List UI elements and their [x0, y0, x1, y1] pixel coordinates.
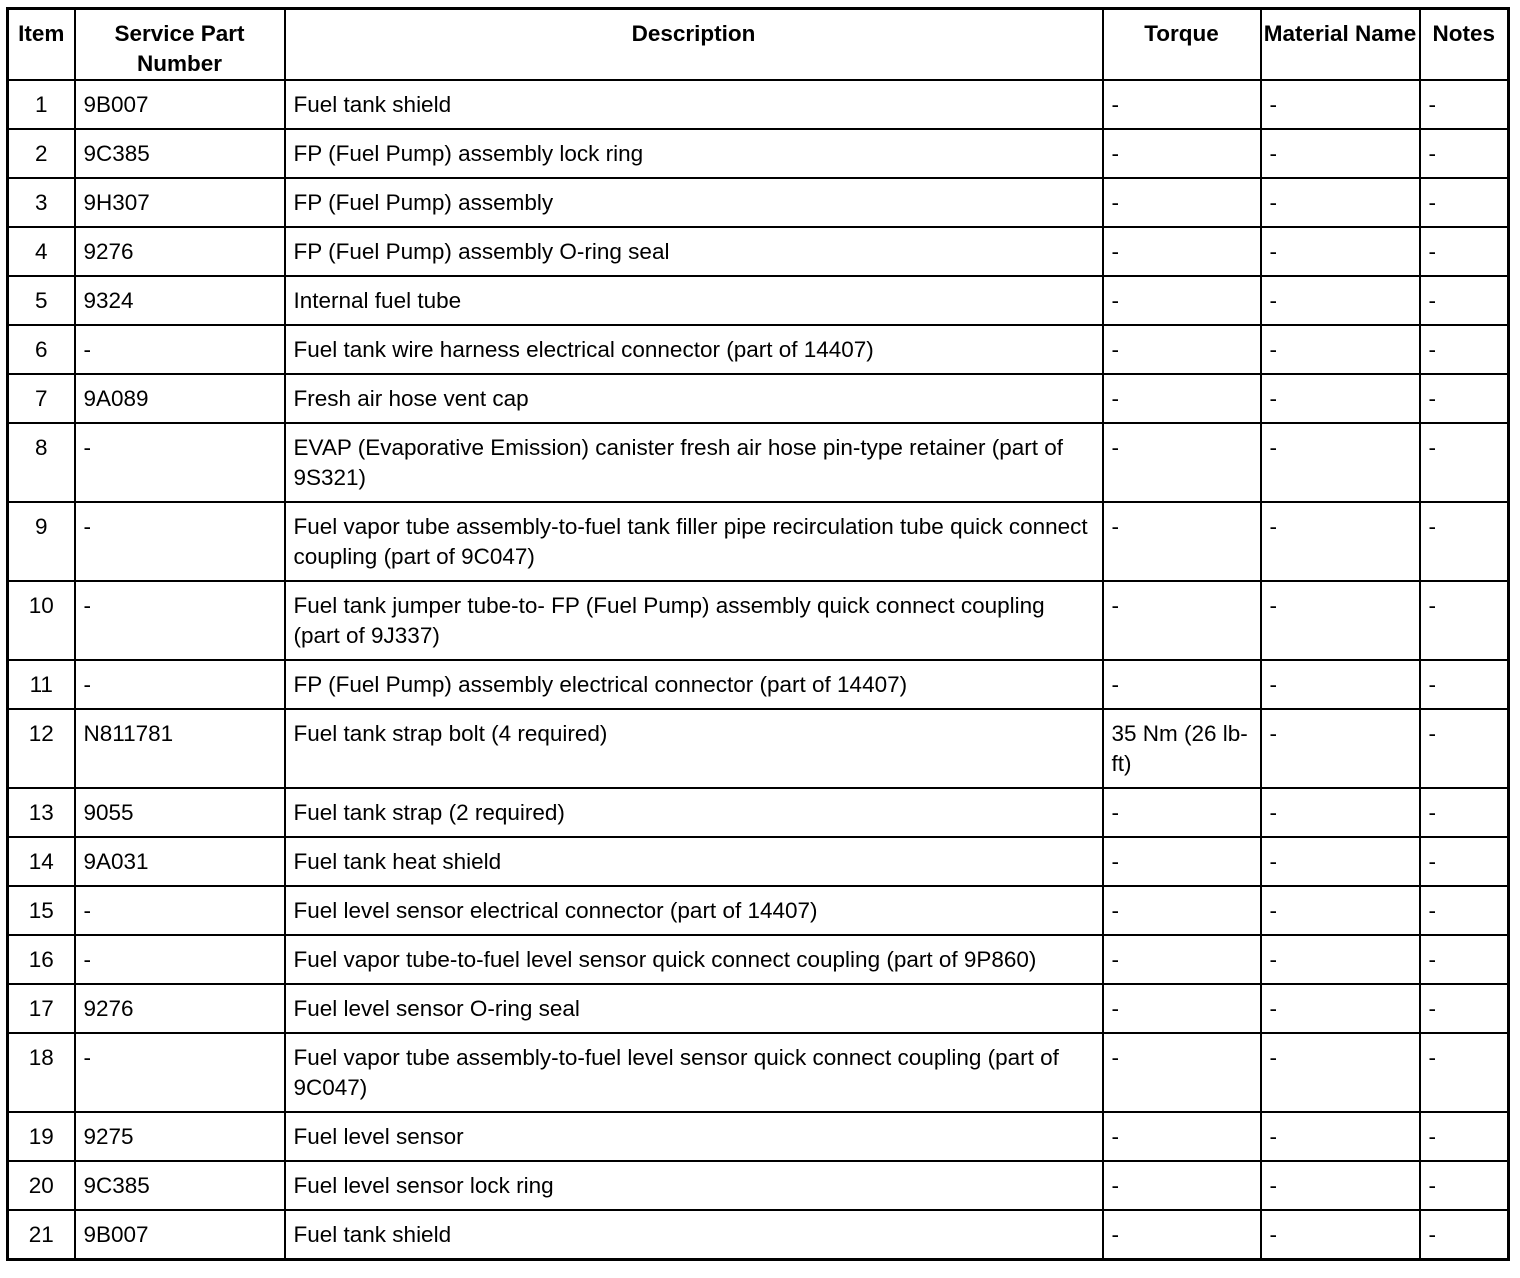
- cell-material-name: -: [1261, 276, 1420, 325]
- cell-notes: -: [1420, 1112, 1509, 1161]
- cell-material-name: -: [1261, 837, 1420, 886]
- cell-torque: -: [1103, 1210, 1261, 1260]
- cell-material-name: -: [1261, 374, 1420, 423]
- cell-part-number: 9A089: [75, 374, 285, 423]
- cell-item: 8: [8, 423, 75, 502]
- table-row: [8, 80, 1509, 129]
- cell-torque: -: [1103, 1112, 1261, 1161]
- cell-material-name: -: [1261, 80, 1420, 129]
- cell-item: 7: [8, 374, 75, 423]
- cell-description: Fuel tank strap bolt (4 required): [285, 709, 1103, 788]
- cell-description: Internal fuel tube: [285, 276, 1103, 325]
- cell-description: Fuel tank heat shield: [285, 837, 1103, 886]
- cell-item: 19: [8, 1112, 75, 1161]
- cell-description: Fresh air hose vent cap: [285, 374, 1103, 423]
- table-row: [8, 788, 1509, 837]
- cell-material-name: -: [1261, 1033, 1420, 1112]
- cell-description: Fuel vapor tube-to-fuel level sensor quick connect coupling (part of 9P860): [285, 935, 1103, 984]
- cell-description: Fuel level sensor electrical connector (part of 14407): [285, 886, 1103, 935]
- cell-part-number: -: [75, 935, 285, 984]
- cell-description: Fuel vapor tube assembly-to-fuel tank filler pipe recirculation tube quick connect coupling (part of 9C047): [285, 502, 1103, 581]
- table-row: [8, 1112, 1509, 1161]
- cell-item: 9: [8, 502, 75, 581]
- table-row: [8, 374, 1509, 423]
- cell-part-number: 9276: [75, 984, 285, 1033]
- cell-description: EVAP (Evaporative Emission) canister fresh air hose pin-type retainer (part of 9S321): [285, 423, 1103, 502]
- cell-item: 15: [8, 886, 75, 935]
- cell-notes: -: [1420, 374, 1509, 423]
- table-row: [8, 984, 1509, 1033]
- cell-part-number: -: [75, 325, 285, 374]
- cell-part-number: N811781: [75, 709, 285, 788]
- cell-torque: -: [1103, 1161, 1261, 1210]
- cell-item: 10: [8, 581, 75, 660]
- cell-notes: -: [1420, 1210, 1509, 1260]
- cell-torque: -: [1103, 502, 1261, 581]
- cell-item: 6: [8, 325, 75, 374]
- cell-material-name: -: [1261, 1161, 1420, 1210]
- cell-torque: -: [1103, 886, 1261, 935]
- cell-material-name: -: [1261, 935, 1420, 984]
- cell-item: 5: [8, 276, 75, 325]
- cell-item: 2: [8, 129, 75, 178]
- cell-material-name: -: [1261, 129, 1420, 178]
- cell-notes: -: [1420, 984, 1509, 1033]
- cell-torque: -: [1103, 276, 1261, 325]
- cell-torque: -: [1103, 80, 1261, 129]
- cell-material-name: -: [1261, 423, 1420, 502]
- header-item: Item: [8, 9, 75, 81]
- cell-description: FP (Fuel Pump) assembly lock ring: [285, 129, 1103, 178]
- cell-notes: -: [1420, 788, 1509, 837]
- table-row: [8, 276, 1509, 325]
- cell-material-name: -: [1261, 325, 1420, 374]
- cell-torque: -: [1103, 935, 1261, 984]
- cell-torque: -: [1103, 984, 1261, 1033]
- cell-torque: -: [1103, 129, 1261, 178]
- cell-part-number: -: [75, 886, 285, 935]
- cell-part-number: -: [75, 502, 285, 581]
- cell-part-number: -: [75, 581, 285, 660]
- header-part-number: Service Part Number: [75, 9, 285, 81]
- cell-notes: -: [1420, 709, 1509, 788]
- cell-material-name: -: [1261, 984, 1420, 1033]
- cell-item: 14: [8, 837, 75, 886]
- cell-notes: -: [1420, 129, 1509, 178]
- table-row: [8, 581, 1509, 660]
- cell-torque: -: [1103, 178, 1261, 227]
- cell-notes: -: [1420, 1033, 1509, 1112]
- cell-item: 21: [8, 1210, 75, 1260]
- cell-material-name: -: [1261, 227, 1420, 276]
- cell-part-number: -: [75, 660, 285, 709]
- cell-item: 3: [8, 178, 75, 227]
- cell-part-number: 9276: [75, 227, 285, 276]
- cell-description: Fuel tank wire harness electrical connector (part of 14407): [285, 325, 1103, 374]
- cell-part-number: 9C385: [75, 129, 285, 178]
- cell-material-name: -: [1261, 178, 1420, 227]
- header-row: [8, 9, 1509, 81]
- cell-notes: -: [1420, 935, 1509, 984]
- cell-item: 1: [8, 80, 75, 129]
- cell-part-number: 9H307: [75, 178, 285, 227]
- cell-material-name: -: [1261, 1210, 1420, 1260]
- cell-notes: -: [1420, 886, 1509, 935]
- table-row: [8, 1033, 1509, 1112]
- table-body: [8, 80, 1509, 1260]
- cell-torque: -: [1103, 227, 1261, 276]
- cell-description: Fuel tank shield: [285, 1210, 1103, 1260]
- table-row: [8, 423, 1509, 502]
- cell-item: 13: [8, 788, 75, 837]
- header-notes: Notes: [1420, 9, 1509, 81]
- cell-part-number: -: [75, 423, 285, 502]
- cell-material-name: -: [1261, 660, 1420, 709]
- cell-torque: -: [1103, 660, 1261, 709]
- cell-part-number: -: [75, 1033, 285, 1112]
- cell-description: Fuel tank strap (2 required): [285, 788, 1103, 837]
- cell-description: Fuel tank shield: [285, 80, 1103, 129]
- cell-item: 12: [8, 709, 75, 788]
- cell-description: Fuel level sensor O-ring seal: [285, 984, 1103, 1033]
- cell-part-number: 9B007: [75, 80, 285, 129]
- table-row: [8, 660, 1509, 709]
- cell-notes: -: [1420, 80, 1509, 129]
- header-description: Description: [285, 9, 1103, 81]
- cell-item: 11: [8, 660, 75, 709]
- cell-part-number: 9A031: [75, 837, 285, 886]
- cell-description: Fuel vapor tube assembly-to-fuel level sensor quick connect coupling (part of 9C047): [285, 1033, 1103, 1112]
- cell-torque: -: [1103, 837, 1261, 886]
- cell-material-name: -: [1261, 1112, 1420, 1161]
- cell-notes: -: [1420, 178, 1509, 227]
- cell-description: Fuel level sensor lock ring: [285, 1161, 1103, 1210]
- cell-part-number: 9324: [75, 276, 285, 325]
- cell-torque: -: [1103, 423, 1261, 502]
- cell-description: Fuel tank jumper tube-to- FP (Fuel Pump) assembly quick connect coupling (part of 9J337): [285, 581, 1103, 660]
- cell-torque: -: [1103, 788, 1261, 837]
- cell-notes: -: [1420, 837, 1509, 886]
- table-row: [8, 886, 1509, 935]
- cell-torque: -: [1103, 325, 1261, 374]
- cell-item: 18: [8, 1033, 75, 1112]
- parts-table: [6, 7, 1510, 1261]
- table-row: [8, 1210, 1509, 1260]
- table-row: [8, 129, 1509, 178]
- table-row: [8, 502, 1509, 581]
- cell-item: 17: [8, 984, 75, 1033]
- table-row: [8, 325, 1509, 374]
- cell-torque: -: [1103, 374, 1261, 423]
- cell-notes: -: [1420, 1161, 1509, 1210]
- cell-notes: -: [1420, 581, 1509, 660]
- cell-notes: -: [1420, 660, 1509, 709]
- cell-notes: -: [1420, 227, 1509, 276]
- table-row: [8, 178, 1509, 227]
- cell-item: 20: [8, 1161, 75, 1210]
- cell-material-name: -: [1261, 788, 1420, 837]
- cell-material-name: -: [1261, 581, 1420, 660]
- cell-item: 4: [8, 227, 75, 276]
- cell-part-number: 9B007: [75, 1210, 285, 1260]
- header-material-name: Material Name: [1261, 9, 1420, 81]
- table-row: [8, 935, 1509, 984]
- cell-notes: -: [1420, 502, 1509, 581]
- cell-item: 16: [8, 935, 75, 984]
- cell-description: FP (Fuel Pump) assembly O-ring seal: [285, 227, 1103, 276]
- cell-notes: -: [1420, 276, 1509, 325]
- cell-part-number: 9275: [75, 1112, 285, 1161]
- header-torque: Torque: [1103, 9, 1261, 81]
- table-row: [8, 227, 1509, 276]
- table-row: [8, 837, 1509, 886]
- cell-notes: -: [1420, 423, 1509, 502]
- cell-notes: -: [1420, 325, 1509, 374]
- cell-torque: -: [1103, 1033, 1261, 1112]
- cell-material-name: -: [1261, 502, 1420, 581]
- cell-part-number: 9055: [75, 788, 285, 837]
- cell-material-name: -: [1261, 886, 1420, 935]
- cell-torque: 35 Nm (26 lb-ft): [1103, 709, 1261, 788]
- table-row: [8, 1161, 1509, 1210]
- cell-description: FP (Fuel Pump) assembly electrical connector (part of 14407): [285, 660, 1103, 709]
- cell-torque: -: [1103, 581, 1261, 660]
- cell-description: FP (Fuel Pump) assembly: [285, 178, 1103, 227]
- table-row: [8, 709, 1509, 788]
- cell-part-number: 9C385: [75, 1161, 285, 1210]
- cell-material-name: -: [1261, 709, 1420, 788]
- cell-description: Fuel level sensor: [285, 1112, 1103, 1161]
